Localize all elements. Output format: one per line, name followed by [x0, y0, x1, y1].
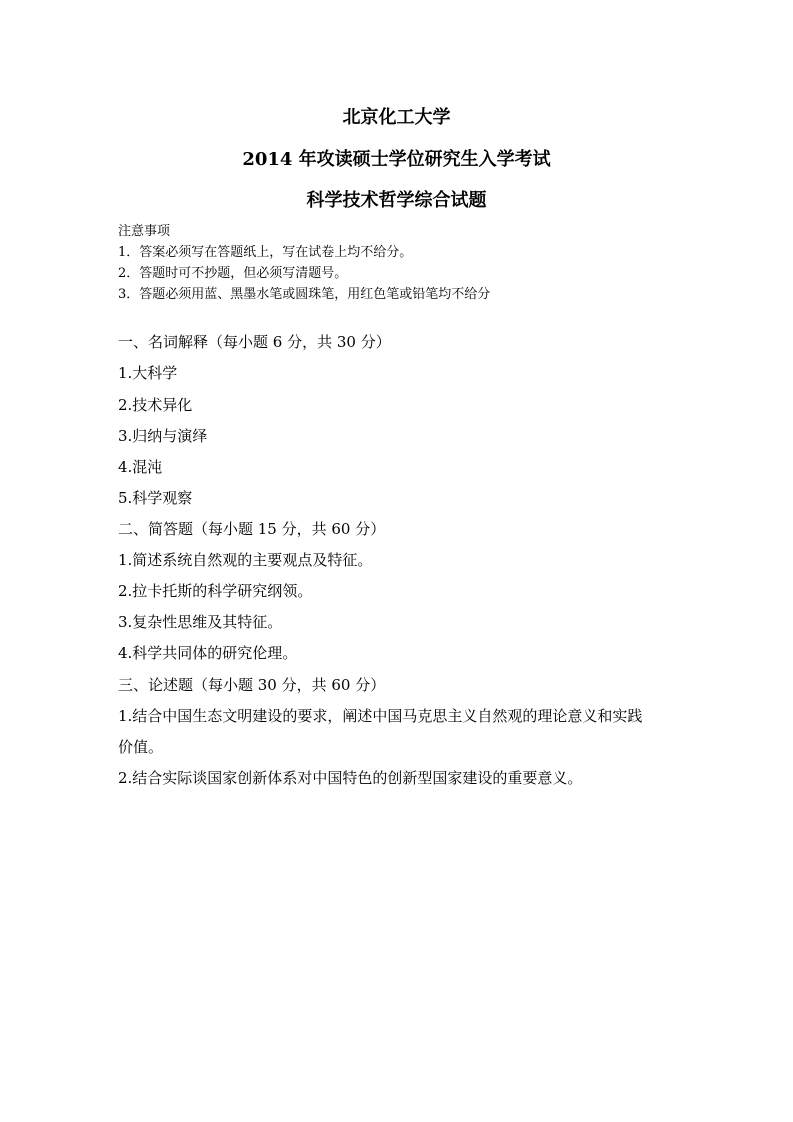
question-item: 4.混沌 [118, 458, 163, 476]
note-item: 2．答题时可不抄题，但必须写清题号。 [118, 266, 348, 281]
section-heading: 二、简答题（每小题 15 分，共 60 分） [118, 520, 386, 538]
question-item: 1.大科学 [118, 364, 178, 382]
notes-block [118, 221, 490, 305]
note-item: 3．答题必须用蓝、黑墨水笔或圆珠笔，用红色笔或铅笔均不给分 [118, 287, 491, 302]
question-item: 3.复杂性思维及其特征。 [118, 613, 283, 631]
section-heading: 三、论述题（每小题 30 分，共 60 分） [118, 676, 386, 694]
notes-title: 注意事项 [118, 224, 171, 239]
question-item: 2.技术异化 [118, 396, 193, 414]
question-item: 1.结合中国生态文明建设的要求，阐述中国马克思主义自然观的理论意义和实践 [118, 707, 643, 725]
question-item: 1.简述系统自然观的主要观点及特征。 [118, 551, 373, 569]
question-item: 5.科学观察 [118, 489, 193, 507]
question-item: 3.归纳与演绎 [118, 427, 208, 445]
note-item: 1．答案必须写在答题纸上，写在试卷上均不给分。 [118, 245, 413, 260]
question-item: 2.结合实际谈国家创新体系对中国特色的创新型国家建设的重要意义。 [118, 769, 583, 787]
question-item: 2.拉卡托斯的科学研究纲领。 [118, 582, 313, 600]
subject-title: 科学技术哲学综合试题 [306, 190, 487, 211]
section-heading: 一、名词解释（每小题 6 分，共 30 分） [118, 333, 391, 351]
university-title: 北京化工大学 [342, 107, 451, 128]
question-item-continuation: 价值。 [118, 738, 164, 756]
question-item: 4.科学共同体的研究伦理。 [118, 644, 298, 662]
exam-title: 2014 年攻读硕士学位研究生入学考试 [242, 149, 551, 170]
